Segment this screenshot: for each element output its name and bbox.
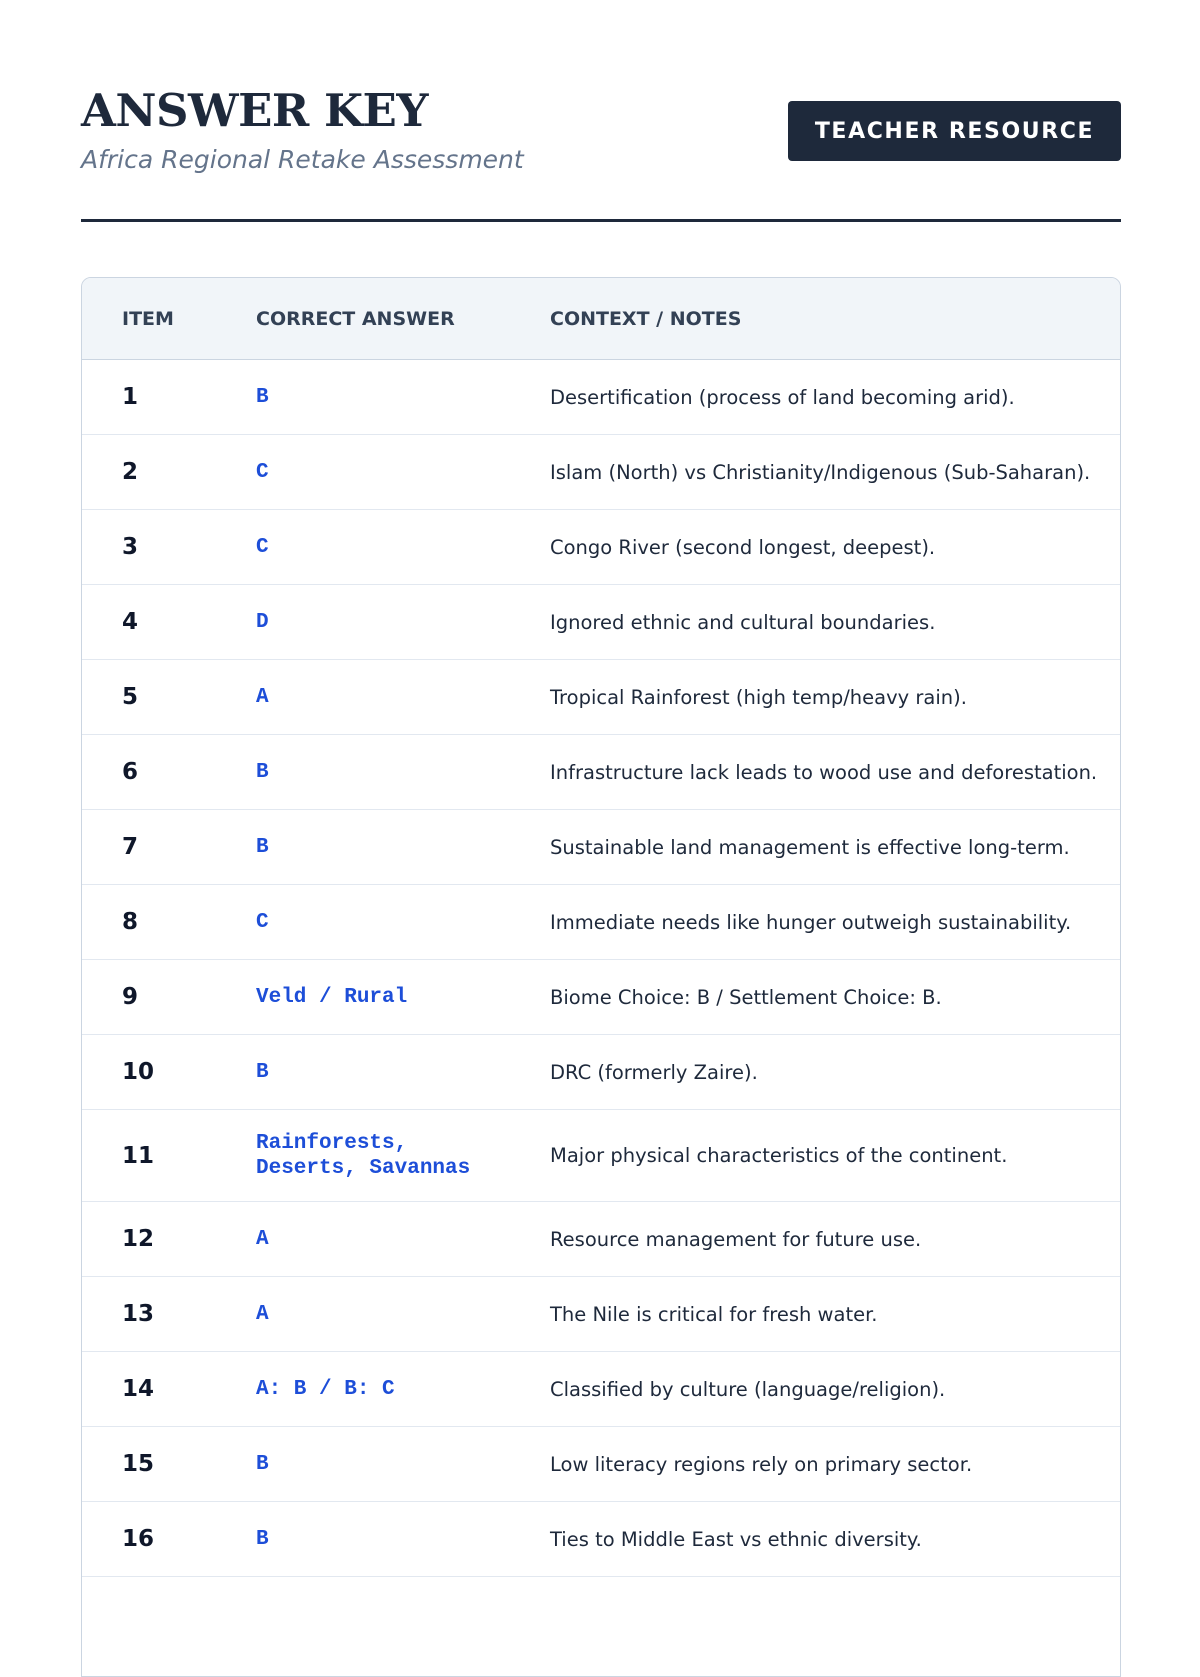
correct-answer: C	[256, 910, 269, 934]
table-row	[82, 435, 1120, 510]
page-header	[81, 80, 1121, 180]
context-notes: Sustainable land management is effective long-term.	[550, 835, 1070, 859]
context-notes: DRC (formerly Zaire).	[550, 1060, 758, 1084]
context-notes: Major physical characteristics of the continent.	[550, 1144, 1008, 1167]
item-number: 15	[122, 1451, 155, 1477]
context-notes: Low literacy regions rely on primary sector.	[550, 1452, 973, 1476]
page-subtitle: Africa Regional Retake Assessment	[81, 145, 524, 174]
correct-answer: B	[256, 760, 269, 784]
context-notes: The Nile is critical for fresh water.	[550, 1302, 878, 1326]
table-row	[82, 585, 1120, 660]
context-notes: Resource management for future use.	[550, 1227, 922, 1251]
table-row	[82, 960, 1120, 1035]
item-number: 9	[122, 984, 139, 1010]
column-header-item: ITEM	[122, 308, 174, 330]
table-row	[82, 1352, 1120, 1427]
item-number: 14	[122, 1376, 155, 1402]
item-number: 12	[122, 1226, 155, 1252]
context-notes: Tropical Rainforest (high temp/heavy rain).	[550, 685, 967, 709]
correct-answer: C	[256, 460, 269, 484]
context-notes: Ignored ethnic and cultural boundaries.	[550, 610, 936, 634]
correct-answer: B	[256, 385, 269, 409]
item-number: 3	[122, 534, 139, 560]
context-notes: Immediate needs like hunger outweigh sustainability.	[550, 910, 1072, 934]
item-number: 6	[122, 759, 139, 785]
table-row	[82, 510, 1120, 585]
table-row	[82, 1502, 1120, 1577]
context-notes: Islam (North) vs Christianity/Indigenous (Sub-Saharan).	[550, 460, 1091, 484]
table-row	[82, 1427, 1120, 1502]
table-row	[82, 360, 1120, 435]
correct-answer: Rainforests, Deserts, Savannas	[256, 1131, 471, 1180]
item-number: 1	[122, 384, 139, 410]
correct-answer: B	[256, 1527, 269, 1551]
item-number: 13	[122, 1301, 155, 1327]
teacher-resource-badge: TEACHER RESOURCE	[788, 101, 1121, 161]
item-number: 2	[122, 459, 139, 485]
table-row	[82, 885, 1120, 960]
table-row	[82, 660, 1120, 735]
correct-answer: A	[256, 685, 269, 709]
page-title: ANSWER KEY	[81, 84, 428, 137]
correct-answer: A	[256, 1302, 269, 1326]
correct-answer: B	[256, 1452, 269, 1476]
correct-answer: C	[256, 535, 269, 559]
context-notes: Desertification (process of land becoming arid).	[550, 385, 1015, 409]
column-header-correct-answer: CORRECT ANSWER	[256, 308, 455, 330]
item-number: 8	[122, 909, 139, 935]
context-notes: Classified by culture (language/religion).	[550, 1377, 946, 1401]
context-notes: Congo River (second longest, deepest).	[550, 535, 936, 559]
table-row	[82, 735, 1120, 810]
correct-answer: D	[256, 610, 269, 634]
correct-answer: B	[256, 835, 269, 859]
item-number: 11	[122, 1142, 155, 1169]
item-number: 7	[122, 834, 139, 860]
correct-answer: A: B / B: C	[256, 1377, 395, 1401]
item-number: 5	[122, 684, 139, 710]
table-row	[82, 1110, 1120, 1202]
answer-table	[81, 277, 1121, 1677]
item-number: 10	[122, 1059, 155, 1085]
item-number: 4	[122, 609, 139, 635]
context-notes: Infrastructure lack leads to wood use and deforestation.	[550, 760, 1098, 784]
context-notes: Ties to Middle East vs ethnic diversity.	[550, 1527, 922, 1551]
context-notes: Biome Choice: B / Settlement Choice: B.	[550, 985, 942, 1009]
table-header	[82, 278, 1120, 360]
correct-answer: A	[256, 1227, 269, 1251]
table-row	[82, 1202, 1120, 1277]
table-body	[82, 360, 1120, 1577]
correct-answer: Veld / Rural	[256, 985, 408, 1009]
header-divider	[81, 219, 1121, 222]
correct-answer: B	[256, 1060, 269, 1084]
table-row	[82, 1035, 1120, 1110]
table-row	[82, 810, 1120, 885]
table-row	[82, 1277, 1120, 1352]
column-header-context-notes: CONTEXT / NOTES	[550, 308, 742, 330]
item-number: 16	[122, 1526, 155, 1552]
